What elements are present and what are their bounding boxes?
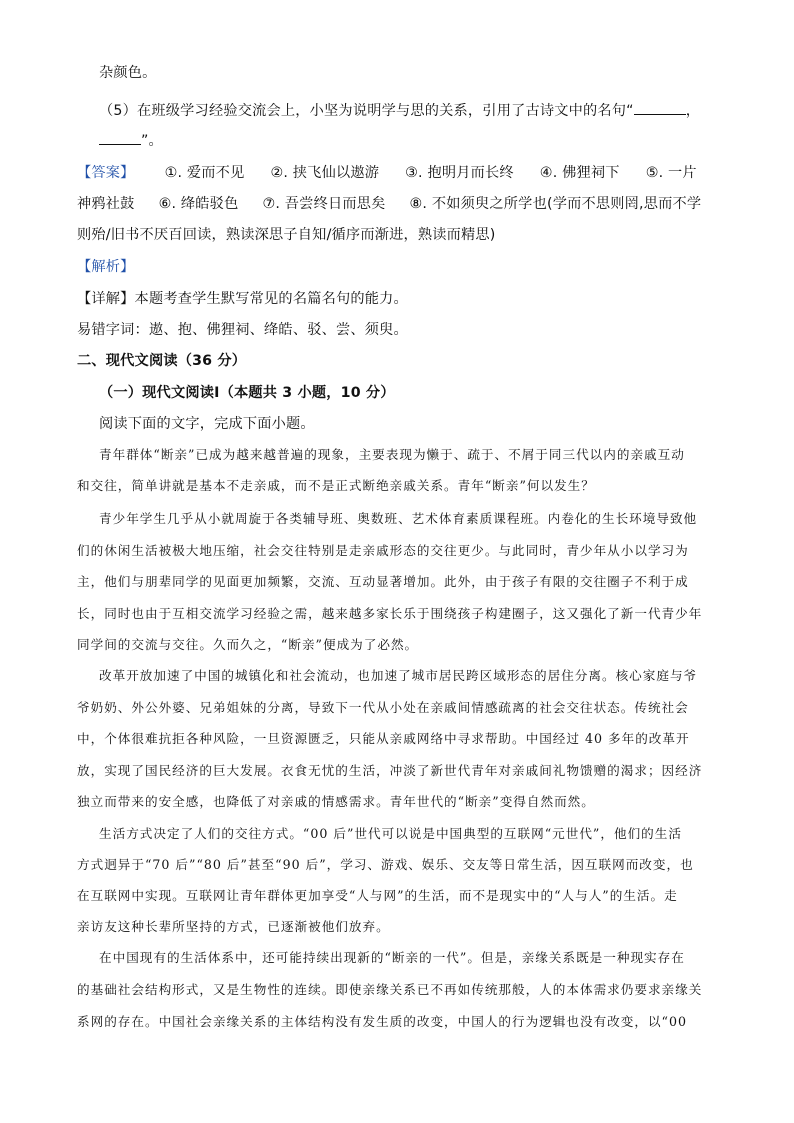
passage-line: 爷奶奶、外公外婆、兄弟姐妹的分离，导致下一代从小处在亲戚间情感疏离的社会交往状态。传统社会 [77,700,689,715]
passage-line: 改革开放加速了中国的城镇化和社会流动，也加速了城市居民跨区域形态的居住分离。核心家庭与爷 [99,668,698,683]
answer-item-5: ⑤. 一片 [645,165,697,181]
answer-line-3: 则殆/旧书不厌百回读，熟读深思子自知/循序而渐进，熟读而精思) [77,227,496,243]
answer-blank-2 [99,144,141,145]
answer-item-5-cont: 神鸦社鼓 [77,196,135,212]
subsection-title: （一）现代文阅读Ⅰ（本题共 3 小题，10 分） [99,385,395,401]
passage-line: 方式迥异于“70 后”“80 后”甚至“90 后”，学习、游戏、娱乐、交友等日常生活，因互联网而改变，也 [77,857,694,872]
section-title: 二、现代文阅读（36 分） [77,353,247,369]
analysis-errors: 易错字词：遨、抱、佛狸祠、绛皓、驳、尝、须臾。 [77,322,408,338]
answer-item-6: ⑥. 绛皓驳色 [158,196,239,212]
answer-item-3: ③. 抱明月而长终 [405,165,514,181]
question-5-prefix: （5）在班级学习经验交流会上，小坚为说明学与思的关系，引用了古诗文中的名句“ [99,103,634,119]
answer-line-2 [77,193,701,213]
question-5-suffix: ”。 [141,133,163,149]
question-5-comma: ， [685,103,701,119]
intro-tail: 杂颜色。 [99,65,157,81]
passage-line: 独立而带来的安全感，也降低了对亲戚的情感需求。青年世代的“断亲”变得自然而然。 [77,794,595,809]
passage-line: 同学间的交流与交往。久而久之，“断亲”便成为了必然。 [77,637,419,652]
passage-line: 系网的存在。中国社会亲缘关系的主体结构没有发生质的改变，中国人的行为逻辑也没有改变，以“00 [77,1014,687,1029]
passage-line: 在互联网中实现。互联网让青年群体更加享受“人与网”的生活，而不是现实中的“人与人”的生活。走 [77,888,678,903]
answer-item-2: ②. 挟飞仙以遨游 [270,165,380,181]
passage-line: 放，实现了国民经济的巨大发展。衣食无忧的生活，冲淡了新世代青年对亲戚间礼物馈赠的渴求；因经济 [77,763,703,778]
question-5-line-2 [99,130,163,150]
answer-item-8: ⑧. 不如须臾之所学也(学而不思则罔,思而不学 [409,196,702,212]
passage-line: 中，个体很难抗拒各种风险，一旦资源匮乏，只能从亲戚网络中寻求帮助。中国经过 40 多年的改革开 [77,731,690,746]
passage-line: 长，同时也由于互相交流学习经验之需，越来越多家长乐于围绕孩子构建圈子，这又强化了新一代青少年 [77,606,703,621]
reading-instruction: 阅读下面的文字，完成下面小题。 [99,416,315,432]
answer-tag: 【答案】 [77,165,135,181]
answer-item-7: ⑦. 吾尝终日而思矣 [262,196,386,212]
passage-line: 主，他们与朋辈同学的见面更加频繁，交流、互动显著增加。此外，由于孩子有限的交往圈子不利于成 [77,574,689,589]
passage-line: 在中国现有的生活体系中，还可能持续出现新的“断亲的一代”。但是，亲缘关系既是一种现实存在 [99,950,685,965]
passage-line: 和交往，简单讲就是基本不走亲戚，而不是正式断绝亲戚关系。青年“断亲”何以发生？ [77,478,595,493]
passage-line: 青年群体“断亲”已成为越来越普遍的现象，主要表现为懒于、疏于、不屑于同三代以内的亲戚互动 [99,447,685,462]
passage-line: 的基础社会结构形式，又是生物性的连续。即使亲缘关系已不再如传统那般，人的本体需求仍要求亲缘关 [77,982,703,997]
answer-item-4: ④. 佛狸祠下 [539,165,620,181]
passage-line: 生活方式决定了人们的交往方式。“00 后”世代可以说是中国典型的互联网“元世代”，他们的生活 [99,826,682,841]
answer-line-1 [77,162,697,182]
passage-line: 青少年学生几乎从小就周旋于各类辅导班、奥数班、艺术体育素质课程班。内卷化的生长环境导致他 [99,511,698,526]
answer-item-1: ①. 爱而不见 [164,165,245,181]
passage-line: 亲访友这种长辈所坚持的方式，已逐渐被他们放弃。 [77,919,390,934]
analysis-tag: 【解析】 [77,259,135,275]
analysis-detail: 【详解】本题考查学生默写常见的名篇名句的能力。 [77,291,408,307]
question-5 [99,100,700,120]
answer-blank-1 [634,114,686,115]
passage-line: 们的休闲生活被极大地压缩，社会交往特别是走亲戚形态的交往更少。与此同时，青少年从小以学习为 [77,543,689,558]
